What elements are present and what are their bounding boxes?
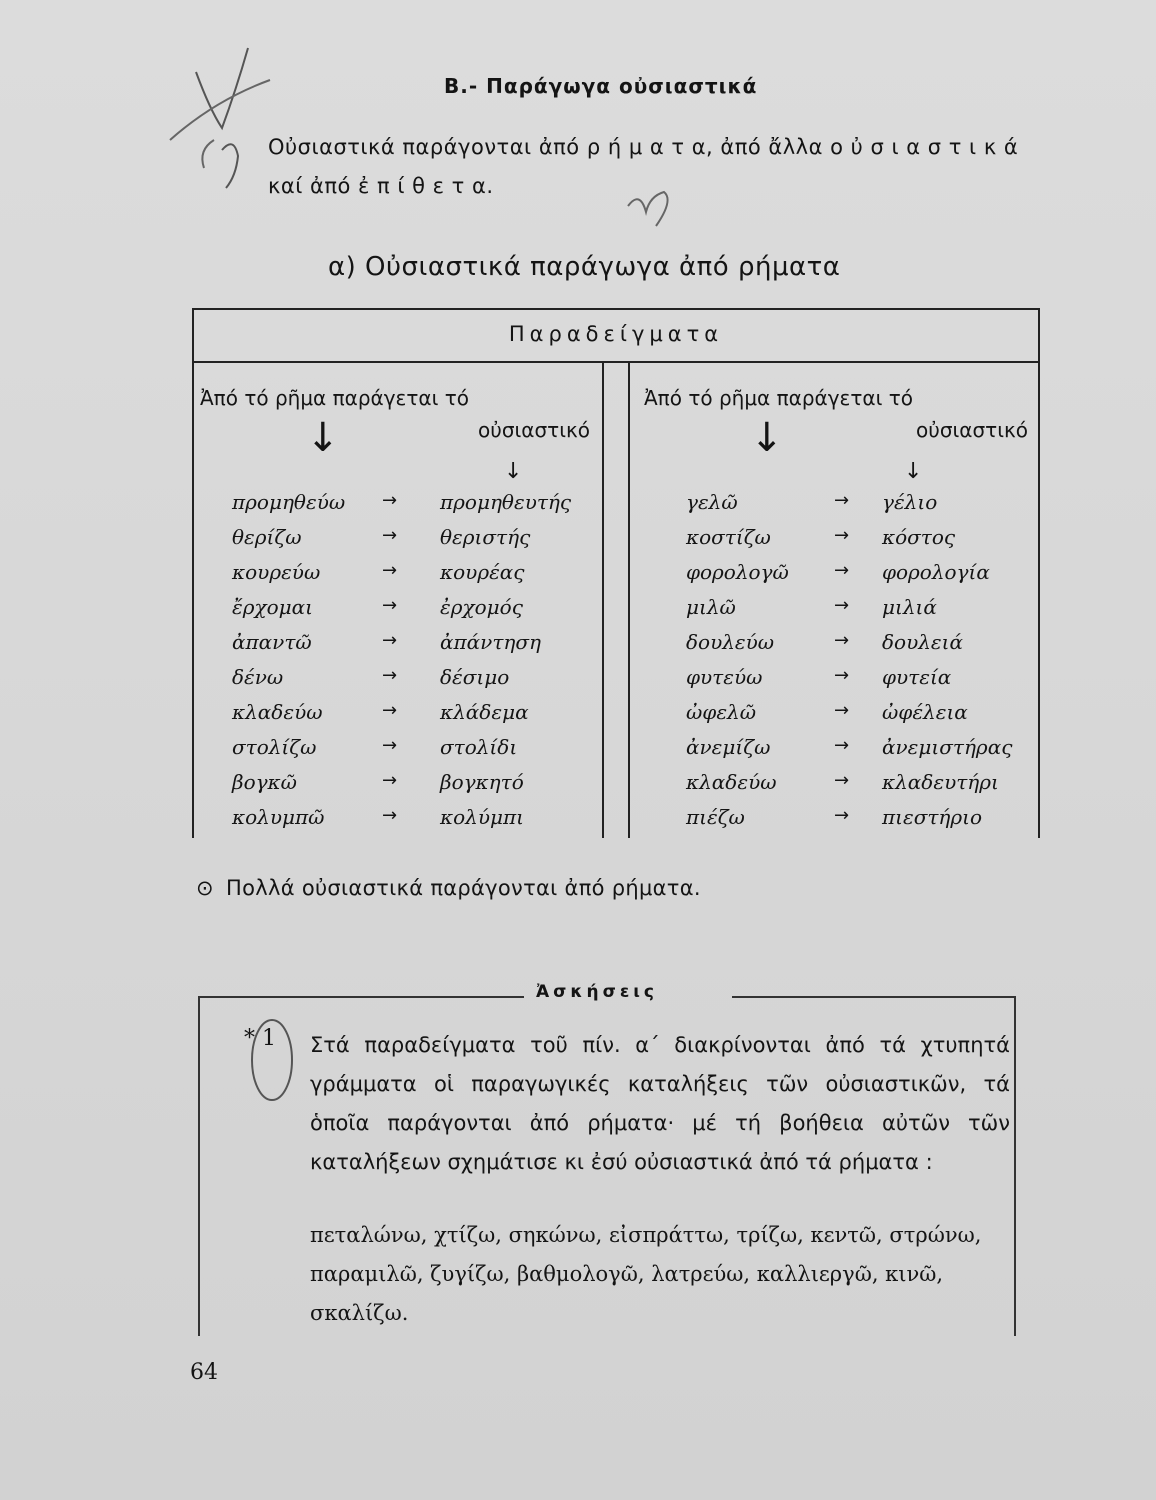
noun-word: φυτεία: [882, 665, 952, 689]
example-row: [686, 525, 1036, 560]
example-row: [232, 630, 592, 665]
noun-word: βογκητό: [440, 770, 524, 794]
noun-word: κόστος: [882, 525, 956, 549]
verb-word: κλαδεύω: [686, 770, 777, 794]
table-divider: [602, 363, 604, 838]
example-row: [686, 805, 1036, 840]
right-column-heading-text: Ἀπό τό ρῆμα παράγεται τό: [644, 386, 913, 410]
verb-word: δουλεύω: [686, 630, 775, 654]
noun-word: προμηθευτής: [440, 490, 572, 514]
example-row: [232, 595, 592, 630]
noun-word: φορολογία: [882, 560, 990, 584]
box-border: [732, 996, 1016, 998]
right-column-subheading: οὐσιαστικό: [916, 418, 1028, 442]
example-row: [232, 525, 592, 560]
box-border: [1014, 996, 1016, 1336]
left-example-list: [232, 490, 592, 840]
verb-word: κολυμπῶ: [232, 805, 325, 829]
rule-note: [196, 876, 701, 900]
verb-word: πιέζω: [686, 805, 745, 829]
exercise-word-list: πεταλώνω, χτίζω, σηκώνω, εἰσπράττω, τρίζω, κεντῶ, στρώνω, παραμιλῶ, ζυγίζω, βαθμολογῶ, λατρεύω, καλλιεργῶ, κινῶ, σκαλίζω.: [310, 1223, 982, 1325]
rule-text: Πολλά οὐσιαστικά παράγονται ἀπό ρήματα.: [226, 876, 701, 900]
table-border: [192, 308, 194, 838]
noun-word: ἀνεμιστήρας: [882, 735, 1013, 759]
exercises-title: Ἀσκήσεις: [536, 982, 658, 1002]
table-divider: [628, 363, 630, 838]
arrow-right-icon: →: [382, 525, 398, 546]
verb-word: φορολογῶ: [686, 560, 789, 584]
arrow-right-icon: →: [834, 525, 850, 546]
example-row: [686, 700, 1036, 735]
example-row: [232, 770, 592, 805]
exercise-number: * 1: [244, 1026, 276, 1051]
example-row: [232, 735, 592, 770]
table-border: [192, 308, 1040, 311]
arrow-down-icon: ↓: [904, 459, 923, 484]
table-header: Παραδείγματα: [508, 322, 724, 346]
verb-word: ἔρχομαι: [232, 595, 313, 619]
verb-word: ὠφελῶ: [686, 700, 757, 724]
verb-word: προμηθεύω: [232, 490, 346, 514]
noun-word: θεριστής: [440, 525, 531, 549]
section-title: Β.- Παράγωγα οὐσιαστικά: [444, 74, 758, 98]
arrow-right-icon: →: [834, 630, 850, 651]
verb-word: ἀνεμίζω: [686, 735, 771, 759]
box-border: [198, 996, 524, 998]
example-row: [686, 560, 1036, 595]
examples-table: [192, 308, 1040, 838]
verb-word: κοστίζω: [686, 525, 771, 549]
arrow-right-icon: →: [834, 735, 850, 756]
noun-word: κλάδεμα: [440, 700, 529, 724]
noun-word: πιεστήριο: [882, 805, 983, 829]
arrow-right-icon: →: [382, 630, 398, 651]
example-row: [686, 595, 1036, 630]
noun-word: δουλειά: [882, 630, 963, 654]
noun-word: κολύμπι: [440, 805, 524, 829]
left-column-subheading: οὐσιαστικό: [478, 418, 590, 442]
right-example-list: [686, 490, 1036, 840]
arrow-down-icon: ↓: [306, 415, 340, 461]
noun-word: στολίδι: [440, 735, 518, 759]
verb-word: δένω: [232, 665, 284, 689]
left-column-heading-text: Ἀπό τό ρῆμα παράγεται τό: [200, 386, 469, 410]
arrow-right-icon: →: [834, 700, 850, 721]
arrow-right-icon: →: [382, 490, 398, 511]
verb-word: μιλῶ: [686, 595, 736, 619]
arrow-right-icon: →: [834, 490, 850, 511]
right-column-heading: [644, 382, 1028, 446]
arrow-right-icon: →: [382, 805, 398, 826]
arrow-right-icon: →: [834, 770, 850, 791]
example-row: [686, 665, 1036, 700]
noun-word: γέλιο: [882, 490, 938, 514]
verb-word: στολίζω: [232, 735, 317, 759]
table-divider: [192, 361, 1040, 363]
example-row: [232, 700, 592, 735]
arrow-right-icon: →: [382, 560, 398, 581]
example-row: [232, 490, 592, 525]
noun-word: κλαδευτήρι: [882, 770, 999, 794]
example-row: [686, 490, 1036, 525]
verb-word: θερίζω: [232, 525, 302, 549]
noun-word: ἀπάντηση: [440, 630, 541, 654]
noun-word: κουρέας: [440, 560, 525, 584]
arrow-right-icon: →: [382, 665, 398, 686]
table-border: [1038, 308, 1040, 838]
noun-word: δέσιμο: [440, 665, 510, 689]
arrow-right-icon: →: [382, 700, 398, 721]
left-column-heading: [200, 382, 590, 446]
noun-word: ὠφέλεια: [882, 700, 968, 724]
subsection-title: α) Οὐσιαστικά παράγωγα ἀπό ρήματα: [328, 252, 841, 282]
arrow-right-icon: →: [834, 805, 850, 826]
arrow-right-icon: →: [834, 560, 850, 581]
arrow-right-icon: →: [834, 595, 850, 616]
noun-word: μιλιά: [882, 595, 937, 619]
verb-word: κουρεύω: [232, 560, 321, 584]
arrow-right-icon: →: [834, 665, 850, 686]
example-row: [686, 630, 1036, 665]
verb-word: κλαδεύω: [232, 700, 323, 724]
example-row: [232, 805, 592, 840]
arrow-down-icon: ↓: [504, 459, 523, 484]
arrow-down-icon: ↓: [750, 415, 784, 461]
verb-word: βογκῶ: [232, 770, 297, 794]
example-row: [686, 735, 1036, 770]
example-row: [232, 560, 592, 595]
example-row: [686, 770, 1036, 805]
page-number: 64: [190, 1360, 218, 1385]
verb-word: φυτεύω: [686, 665, 763, 689]
verb-word: ἀπαντῶ: [232, 630, 312, 654]
example-row: [232, 665, 592, 700]
exercise-instructions: Στά παραδείγματα τοῦ πίν. α΄ διακρίνονται ἀπό τά χτυπητά γράμματα οἱ παραγωγικές καταλήξεις τῶν οὐσιαστικῶν, τά ὁποῖα παράγονται ἀπό ρήματα· μέ τή βοήθεια αὐτῶν τῶν καταλήξεων σχημάτισε κι ἐσύ οὐσιαστικά ἀπό τά ρήματα :: [310, 1033, 1010, 1174]
arrow-right-icon: →: [382, 735, 398, 756]
rule-bullet-icon: ⊙: [196, 876, 214, 900]
box-border: [198, 996, 200, 1336]
noun-word: ἐρχομός: [440, 595, 523, 619]
exercises-box: [198, 982, 1016, 1336]
arrow-right-icon: →: [382, 770, 398, 791]
intro-paragraph: Οὐσιαστικά παράγονται ἀπό ρ ή μ α τ α, ἀπό ἄλλα ο ὐ σ ι α σ τ ι κ ά καί ἀπό ἐ π ί θ ε τ α.: [268, 135, 1019, 198]
arrow-right-icon: →: [382, 595, 398, 616]
verb-word: γελῶ: [686, 490, 738, 514]
